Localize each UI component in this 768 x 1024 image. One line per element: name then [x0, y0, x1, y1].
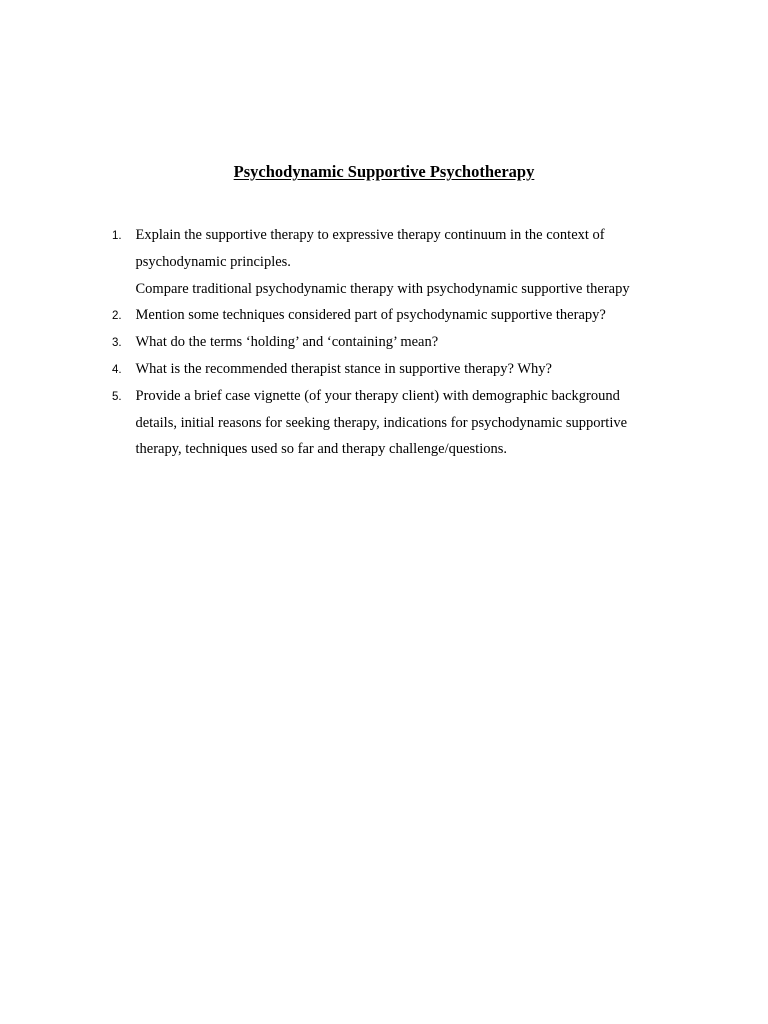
question-text-line: therapy, techniques used so far and therapy challenge/questions.: [135, 441, 508, 458]
question-number: 2.: [112, 310, 122, 323]
question-number: 5.: [112, 390, 122, 403]
question-item-3: [112, 329, 672, 356]
question-number: 4.: [112, 363, 122, 376]
question-number: 3.: [112, 337, 122, 350]
document-title: Psychodynamic Supportive Psychotherapy: [233, 162, 535, 181]
question-item-4: [112, 356, 672, 383]
question-text-line: What is the recommended therapist stance in supportive therapy? Why?: [135, 360, 552, 377]
question-item-2: [112, 302, 672, 329]
question-text-line: What do the terms ‘holding’ and ‘containing’ mean?: [135, 334, 439, 351]
question-item-5: [112, 383, 672, 463]
question-text-line: Compare traditional psychodynamic therapy with psychodynamic supportive therapy: [135, 280, 630, 297]
question-text-line: details, initial reasons for seeking therapy, indications for psychodynamic supportive: [135, 414, 628, 431]
question-text-line: psychodynamic principles.: [135, 253, 291, 270]
question-number: 1.: [112, 230, 122, 242]
question-text-line: Provide a brief case vignette (of your therapy client) with demographic background: [135, 387, 620, 404]
question-text-line: Explain the supportive therapy to expressive therapy continuum in the context of: [135, 227, 605, 243]
question-text-line: Mention some techniques considered part of psychodynamic supportive therapy?: [135, 307, 606, 324]
question-list: [112, 222, 672, 463]
question-item-1: [112, 222, 672, 302]
